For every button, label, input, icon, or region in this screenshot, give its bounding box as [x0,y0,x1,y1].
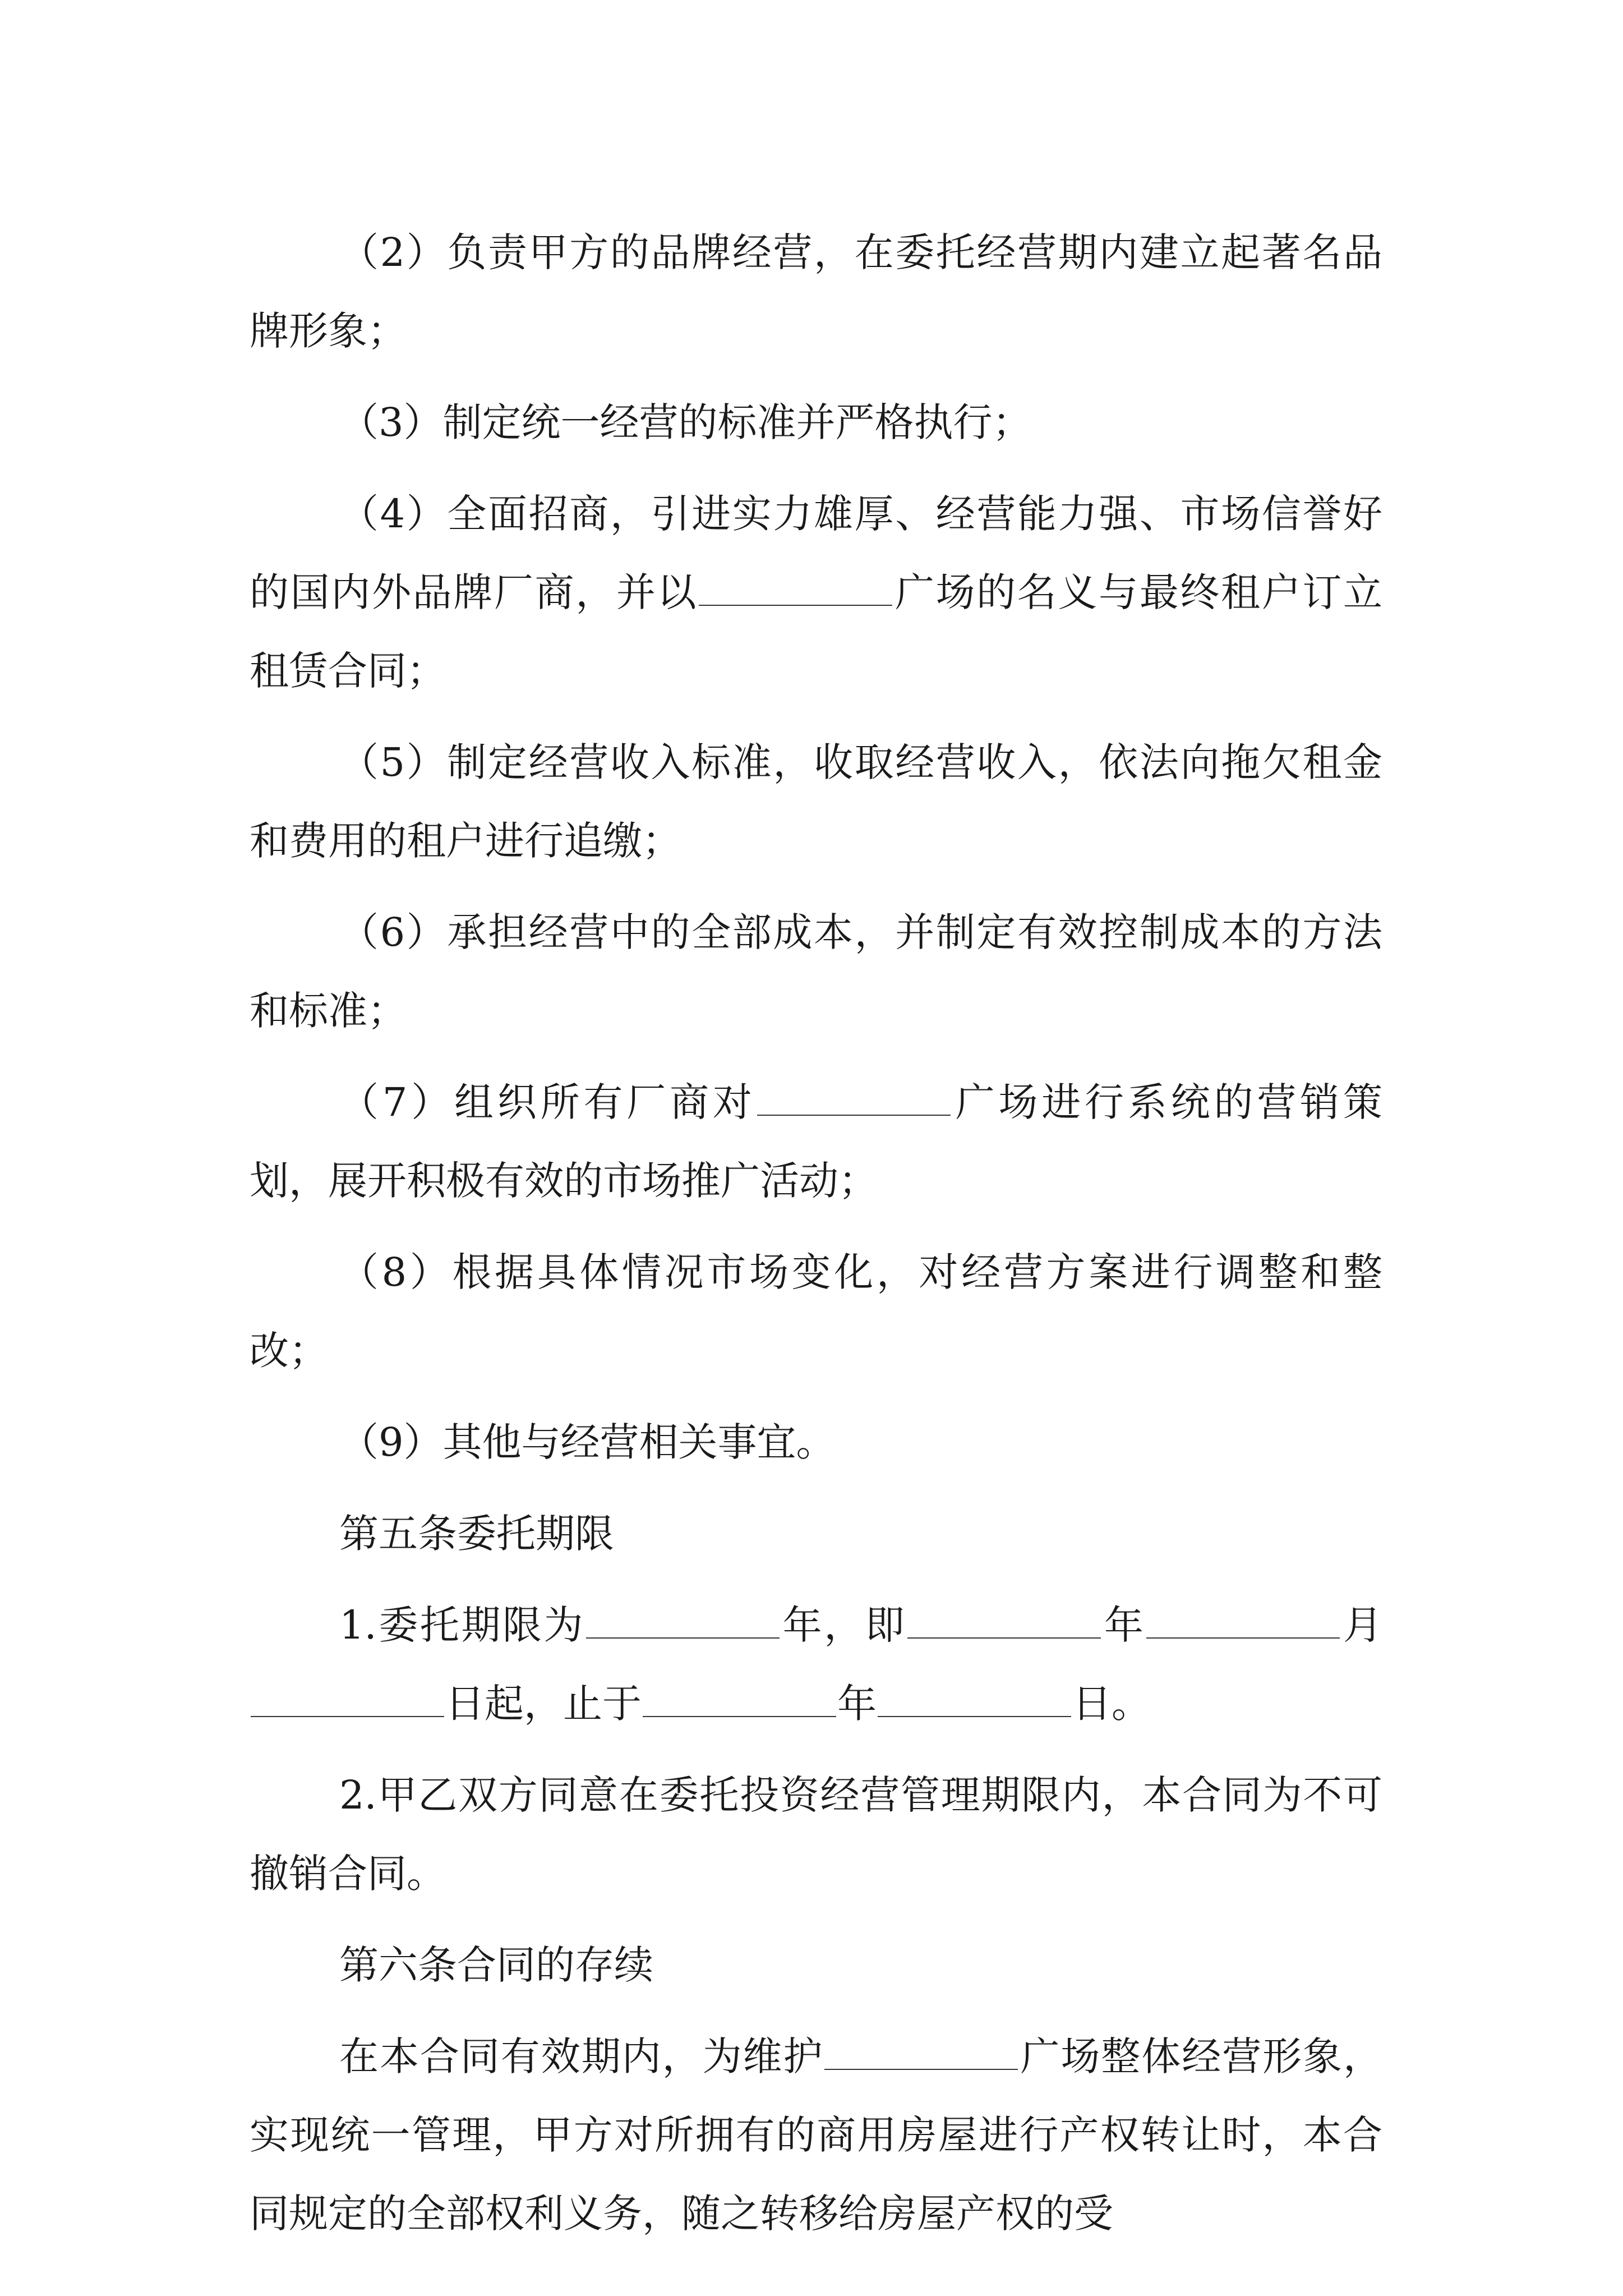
fill-in-blank [643,1715,836,1717]
paragraph-text: （2）负责甲方的品牌经营，在委托经营期内建立起著名品牌形象； [250,229,1382,354]
paragraph-text: 2.甲乙双方同意在委托投资经营管理期限内，本合同为不可撤销合同。 [250,1772,1382,1897]
paragraph-text: 在本合同有效期内，为维护 [339,2033,824,2079]
fill-in-blank [1146,1637,1340,1639]
paragraph-text: （7）组织所有厂商对 [339,1079,756,1125]
article-5-heading [250,1494,1382,1573]
paragraph-article-6-body [250,2017,1382,2253]
fill-in-blank [586,1637,780,1639]
paragraph-text: 年，即 [781,1602,907,1648]
paragraph-text: （8）根据具体情况市场变化，对经营方案进行调整和整改； [250,1249,1382,1374]
paragraph-text: （6）承担经营中的全部成本，并制定有效控制成本的方法和标准； [250,909,1382,1034]
paragraph-text: 日起，止于 [445,1681,642,1727]
article-6-heading [250,1926,1382,2004]
paragraph-text: 1.委托期限为 [339,1602,585,1648]
fill-in-blank [907,1637,1101,1639]
paragraph-text: （5）制定经营收入标准，收取经营收入，依法向拖欠租金和费用的租户进行追缴； [250,739,1382,864]
fill-in-blank [699,604,892,606]
paragraph-text: 广场的名义与最终租户订立租赁合同； [250,569,1383,694]
paragraph-item-5 [250,723,1382,880]
paragraph-text: 月 [1341,1602,1383,1648]
paragraph-item-2 [250,213,1382,370]
paragraph-item-7 [250,1063,1382,1220]
heading-text: 第六条合同的存续 [339,1942,653,1988]
paragraph-text: （3）制定统一经营的标准并严格执行； [339,399,1032,445]
paragraph-text: 年 [1102,1602,1146,1648]
paragraph-text: 广场整体经营形象，实现统一管理，甲方对所拥有的商用房屋进行产权转让时，本合同规定的全部权利义务，随之转移给房屋产权的受 [250,2033,1383,2237]
fill-in-blank [878,1715,1071,1717]
paragraph-text: （9）其他与经营相关事宜。 [339,1419,836,1465]
paragraph-text: 年 [837,1681,877,1727]
paragraph-article-5-clause-2 [250,1756,1382,1913]
paragraph-text: （4）全面招商，引进实力雄厚、经营能力强、市场信誉好的国内外品牌厂商，并以 [250,491,1382,615]
paragraph-article-5-clause-1 [250,1586,1382,1743]
paragraph-text: 日。 [1072,1681,1151,1727]
paragraph-item-8 [250,1233,1382,1390]
document-page [250,213,1382,2266]
paragraph-item-6 [250,893,1382,1050]
paragraph-item-4 [250,475,1382,710]
paragraph-item-3 [250,383,1382,462]
fill-in-blank [251,1715,444,1717]
paragraph-text: 广场进行系统的营销策划，展开积极有效的市场推广活动； [250,1079,1382,1204]
fill-in-blank [824,2068,1018,2070]
heading-text: 第五条委托期限 [339,1511,614,1557]
paragraph-item-9 [250,1403,1382,1481]
fill-in-blank [757,1114,951,1116]
